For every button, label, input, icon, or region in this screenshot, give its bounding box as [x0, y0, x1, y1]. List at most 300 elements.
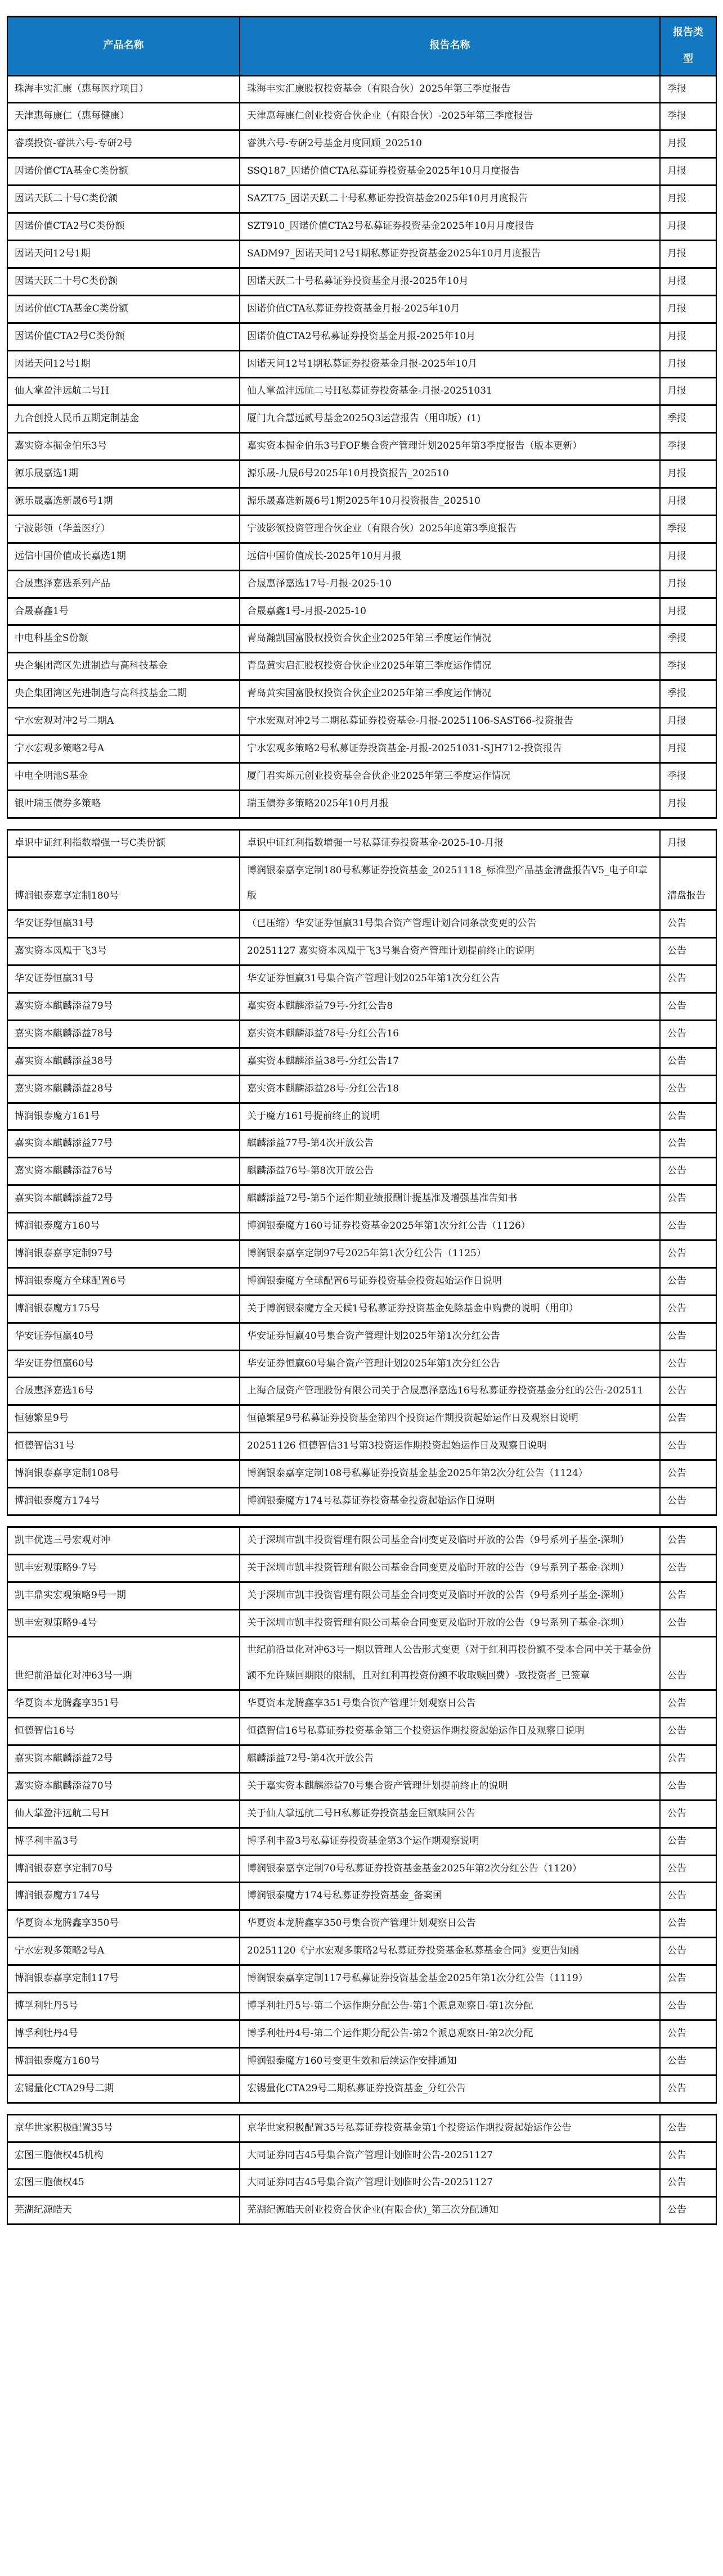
product-name-cell: 合晟惠泽嘉选16号	[7, 1378, 240, 1405]
report-type-cell: 公告	[660, 1883, 716, 1910]
report-type-cell: 季报	[660, 75, 716, 103]
product-name-cell: 因诺天问12号1期	[7, 350, 240, 378]
report-name-cell: 关于深圳市凯丰投资管理有限公司基金合同变更及临时开放的公告（9号系列子基金-深圳）	[240, 1582, 660, 1609]
table-row	[7, 323, 716, 350]
table-row	[7, 938, 716, 966]
report-name-cell: 关于嘉实资本麒麟添益70号集合资产管理计划提前终止的说明	[240, 1772, 660, 1800]
report-name-cell: SZT910_因诺价值CTA2号私募证券投资基金2025年10月月度报告	[240, 213, 660, 241]
product-name-cell: 中电全明池S基金	[7, 763, 240, 790]
report-name-cell: 嘉实资本麒麟添益78号-分红公告16	[240, 1020, 660, 1048]
table-row	[7, 829, 716, 857]
product-name-cell: 凯丰宏观策略9-4号	[7, 1609, 240, 1637]
product-name-cell: 远信中国价值成长嘉选1期	[7, 543, 240, 570]
report-table-section-3	[7, 1526, 717, 2104]
report-name-cell: 华安证券恒赢31号集合资产管理计划2025年第1次分红公告	[240, 966, 660, 993]
table-row	[7, 461, 716, 488]
report-name-cell: 厦门九合慧远贰号基金2025Q3运营报告（用印版）(1)	[240, 405, 660, 433]
report-name-cell: 20251127 嘉实资本凤凰于飞3号集合资产管理计划提前终止的说明	[240, 938, 660, 966]
report-name-cell: 珠海丰实汇康股权投资基金（有限合伙）2025年第三季度报告	[240, 75, 660, 103]
table-row	[7, 1488, 716, 1515]
product-name-cell: 恒德智信16号	[7, 1718, 240, 1745]
report-type-cell: 公告	[660, 2142, 716, 2169]
table-row	[7, 1075, 716, 1103]
report-name-cell: 上海合晟资产管理股份有限公司关于合晟惠泽嘉选16号私募证券投资基金分红的公告-202511	[240, 1378, 660, 1405]
product-name-cell: 嘉实资本麒麟添益76号	[7, 1158, 240, 1185]
report-name-cell: 麒麟添益77号-第4次开放公告	[240, 1130, 660, 1158]
table-body-section-4	[7, 2114, 716, 2225]
report-name-cell: 博润银泰嘉享定制97号2025年第1次分红公告（1125）	[240, 1240, 660, 1268]
report-name-cell: （已压缩）华安证券恒赢31号集合资产管理计划合同条款变更的公告	[240, 910, 660, 938]
report-name-cell: 宏锡量化CTA29号二期私募证券投资基金_分红公告	[240, 2075, 660, 2103]
report-name-cell: 源乐晟-九晟6号2025年10月投资报告_202510	[240, 461, 660, 488]
product-name-cell: 因诺价值CTA基金C类份额	[7, 295, 240, 323]
report-name-cell: SAZT75_因诺天跃二十号私募证券投资基金2025年10月月度报告	[240, 186, 660, 213]
table-row	[7, 1267, 716, 1295]
report-name-cell: 博孚利牡丹5号-第二个运作期分配公告-第1个派息观察日-第1次分配	[240, 1993, 660, 2020]
product-name-cell: 宁水宏观多策略2号A	[7, 735, 240, 763]
table-row	[7, 1609, 716, 1637]
table-row	[7, 1130, 716, 1158]
report-type-cell: 公告	[660, 1637, 716, 1690]
report-type-cell: 公告	[660, 1488, 716, 1515]
report-name-cell: 博孚利牡丹4号-第二个运作期分配公告-第2个派息观察日-第2次分配	[240, 2020, 660, 2047]
report-type-cell: 公告	[660, 1213, 716, 1240]
report-type-cell: 季报	[660, 763, 716, 790]
report-type-cell: 清盘报告	[660, 857, 716, 910]
product-name-cell: 华安证券恒赢31号	[7, 966, 240, 993]
product-name-cell: 源乐晟嘉选新晟6号1期	[7, 488, 240, 515]
report-type-cell: 月报	[660, 158, 716, 186]
report-name-cell: 20251126 恒德智信31号第3投资运作期投资起始运作日及观察日说明	[240, 1433, 660, 1460]
report-type-cell: 公告	[660, 1745, 716, 1773]
table-row	[7, 1828, 716, 1855]
column-header-report: 报告名称	[240, 17, 660, 76]
table-row	[7, 1460, 716, 1488]
report-name-cell: 关于博润银泰魔方全天候1号私募证券投资基金免除基金申购费的说明（用印）	[240, 1295, 660, 1323]
product-name-cell: 华安证券恒赢31号	[7, 910, 240, 938]
report-name-cell: 华夏资本龙腾鑫享351号集合资产管理计划观察日公告	[240, 1690, 660, 1718]
report-name-cell: 因诺价值CTA私募证券投资基金月报-2025年10月	[240, 295, 660, 323]
product-name-cell: 博润银泰魔方174号	[7, 1488, 240, 1515]
report-type-cell: 月报	[660, 268, 716, 295]
table-row	[7, 295, 716, 323]
report-name-cell: 博润银泰嘉享定制108号私募证券投资基金基金2025年第2次分红公告（1124）	[240, 1460, 660, 1488]
table-row	[7, 240, 716, 268]
table-row	[7, 857, 716, 910]
table-row	[7, 2075, 716, 2103]
product-name-cell: 华夏资本龙腾鑫享351号	[7, 1690, 240, 1718]
product-name-cell: 九合创投人民币五期定制基金	[7, 405, 240, 433]
product-name-cell: 京华世家积极配置35号	[7, 2114, 240, 2142]
report-type-cell: 月报	[660, 708, 716, 736]
table-row	[7, 570, 716, 598]
table-row	[7, 350, 716, 378]
report-name-cell: 大同证券同吉45号集合资产管理计划临时公告-20251127	[240, 2142, 660, 2169]
report-name-cell: 博润银泰嘉享定制180号私募证券投资基金_20251118_标准型产品基金清盘报告V5_电子印章版	[240, 857, 660, 910]
report-name-cell: 睿洪六号-专研2号基金月度回顾_202510	[240, 130, 660, 158]
product-name-cell: 凯丰宏观策略9-7号	[7, 1554, 240, 1582]
report-type-cell: 公告	[660, 938, 716, 966]
report-type-cell: 月报	[660, 735, 716, 763]
product-name-cell: 中电科基金S份额	[7, 625, 240, 653]
product-name-cell: 恒德智信31号	[7, 1433, 240, 1460]
table-row	[7, 75, 716, 103]
report-type-cell: 季报	[660, 405, 716, 433]
report-name-cell: 关于魔方161号提前终止的说明	[240, 1103, 660, 1130]
report-type-cell: 季报	[660, 103, 716, 130]
report-name-cell: 世纪前沿量化对冲63号一期以管理人公告形式变更（对于红利再投份额不受本合同中关于基金份额不允许赎回期限的限制，且对红利再投资份额不收取赎回费）-致投资者_已签章	[240, 1637, 660, 1690]
report-name-cell: 宁波影领投资管理合伙企业（有限合伙）2025年度第3季度报告	[240, 515, 660, 543]
report-name-cell: 博润银泰魔方174号私募证券投资基金投资起始运作日说明	[240, 1488, 660, 1515]
table-row	[7, 1938, 716, 1965]
report-type-cell: 公告	[660, 1350, 716, 1378]
product-name-cell: 世纪前沿量化对冲63号一期	[7, 1637, 240, 1690]
table-row	[7, 790, 716, 818]
product-name-cell: 银叶瑞玉债券多策略	[7, 790, 240, 818]
product-name-cell: 嘉实资本麒麟添益28号	[7, 1075, 240, 1103]
report-name-cell: 博润银泰魔方174号私募证券投资基金_备案函	[240, 1883, 660, 1910]
table-row	[7, 763, 716, 790]
report-name-cell: 关于深圳市凯丰投资管理有限公司基金合同变更及临时开放的公告（9号系列子基金-深圳）	[240, 1527, 660, 1554]
report-type-cell: 公告	[660, 1609, 716, 1637]
report-type-cell: 月报	[660, 295, 716, 323]
product-name-cell: 天津惠每康仁（惠每健康）	[7, 103, 240, 130]
product-name-cell: 嘉实资本凤凰于飞3号	[7, 938, 240, 966]
report-name-cell: 因诺天跃二十号私募证券投资基金月报-2025年10月	[240, 268, 660, 295]
report-name-cell: 恒德繁星9号私募证券投资基金第四个投资运作期投资起始运作日及观察日说明	[240, 1405, 660, 1433]
report-type-cell: 公告	[660, 1800, 716, 1828]
report-type-cell: 月报	[660, 240, 716, 268]
report-type-cell: 公告	[660, 1582, 716, 1609]
report-type-cell: 公告	[660, 1075, 716, 1103]
report-type-cell: 公告	[660, 1323, 716, 1350]
product-name-cell: 博润银泰嘉享定制97号	[7, 1240, 240, 1268]
product-name-cell: 央企集团湾区先进制造与高科技基金二期	[7, 680, 240, 708]
table-row	[7, 708, 716, 736]
product-name-cell: 因诺价值CTA2号C类份额	[7, 323, 240, 350]
report-type-cell: 公告	[660, 1554, 716, 1582]
header-row	[7, 17, 716, 76]
table-row	[7, 1378, 716, 1405]
report-name-cell: 华夏资本龙腾鑫享350号集合资产管理计划观察日公告	[240, 1910, 660, 1938]
table-row	[7, 653, 716, 680]
column-header-product: 产品名称	[7, 17, 240, 76]
table-row	[7, 1718, 716, 1745]
report-name-cell: 宁水宏观多策略2号私募证券投资基金-月报-20251031-SJH712-投资报告	[240, 735, 660, 763]
report-type-cell: 公告	[660, 1158, 716, 1185]
report-name-cell: 嘉实资本掘金伯乐3号FOF集合资产管理计划2025年第3季度报告（版本更新）	[240, 433, 660, 461]
product-name-cell: 博润银泰嘉享定制70号	[7, 1855, 240, 1883]
product-name-cell: 恒德繁星9号	[7, 1405, 240, 1433]
product-name-cell: 嘉实资本麒麟添益72号	[7, 1185, 240, 1213]
report-type-cell: 季报	[660, 680, 716, 708]
report-type-cell: 公告	[660, 1405, 716, 1433]
product-name-cell: 博润银泰魔方175号	[7, 1295, 240, 1323]
product-name-cell: 睿璞投资-睿洪六号-专研2号	[7, 130, 240, 158]
table-row	[7, 543, 716, 570]
report-table-section-2	[7, 829, 717, 1516]
product-name-cell: 嘉实资本麒麟添益72号	[7, 1745, 240, 1773]
report-type-cell: 公告	[660, 1433, 716, 1460]
report-name-cell: 嘉实资本麒麟添益79号-分红公告8	[240, 992, 660, 1020]
table-row	[7, 1554, 716, 1582]
table-row	[7, 405, 716, 433]
table-row	[7, 1185, 716, 1213]
product-name-cell: 合晟惠泽嘉选系列产品	[7, 570, 240, 598]
report-type-cell: 公告	[660, 1938, 716, 1965]
table-row	[7, 1433, 716, 1460]
report-name-cell: 仙人掌盈沣远航二号H私募证券投资基金-月报-20251031	[240, 378, 660, 405]
table-row	[7, 515, 716, 543]
report-name-cell: 瑞玉债券多策略2025年10月月报	[240, 790, 660, 818]
report-name-cell: 因诺价值CTA2号私募证券投资基金月报-2025年10月	[240, 323, 660, 350]
product-name-cell: 博孚利牡丹4号	[7, 2020, 240, 2047]
report-type-cell: 公告	[660, 966, 716, 993]
table-header	[7, 17, 716, 76]
table-row	[7, 2114, 716, 2142]
report-type-cell: 公告	[660, 1295, 716, 1323]
report-name-cell: 远信中国价值成长-2025年10月月报	[240, 543, 660, 570]
report-name-cell: 京华世家积极配置35号私募证券投资基金第1个投资运作期投资起始运作公告	[240, 2114, 660, 2142]
table-row	[7, 268, 716, 295]
report-name-cell: 大同证券同吉45号集合资产管理计划临时公告-20251127	[240, 2169, 660, 2197]
product-name-cell: 因诺天跃二十号C类份额	[7, 186, 240, 213]
table-row	[7, 598, 716, 625]
table-row	[7, 2197, 716, 2225]
table-body-section-2	[7, 829, 716, 1515]
table-row	[7, 1103, 716, 1130]
report-type-cell: 公告	[660, 2020, 716, 2047]
report-name-cell: 关于深圳市凯丰投资管理有限公司基金合同变更及临时开放的公告（9号系列子基金-深圳）	[240, 1554, 660, 1582]
product-name-cell: 宁水宏观多策略2号A	[7, 1938, 240, 1965]
report-type-cell: 公告	[660, 1020, 716, 1048]
report-type-cell: 月报	[660, 461, 716, 488]
report-type-cell: 月报	[660, 829, 716, 857]
product-name-cell: 华夏资本龙腾鑫享350号	[7, 1910, 240, 1938]
table-row	[7, 1405, 716, 1433]
report-type-cell: 公告	[660, 1910, 716, 1938]
table-body-section-1	[7, 75, 716, 818]
product-name-cell: 宏图三胞债权45	[7, 2169, 240, 2197]
report-name-cell: 麒麟添益72号-第4次开放公告	[240, 1745, 660, 1773]
report-type-cell: 月报	[660, 790, 716, 818]
product-name-cell: 因诺价值CTA2号C类份额	[7, 213, 240, 241]
report-name-cell: 源乐晟嘉选新晟6号1期2025年10月投资报告_202510	[240, 488, 660, 515]
report-name-cell: 华安证券恒赢40号集合资产管理计划2025年第1次分红公告	[240, 1323, 660, 1350]
product-name-cell: 宁水宏观对冲2号二期A	[7, 708, 240, 736]
report-name-cell: 厦门君实烁元创业投资基金合伙企业2025年第三季度运作情况	[240, 763, 660, 790]
product-name-cell: 央企集团湾区先进制造与高科技基金	[7, 653, 240, 680]
table-row	[7, 1800, 716, 1828]
table-body-section-3	[7, 1527, 716, 2103]
report-name-cell: 宁水宏观对冲2号二期私募证券投资基金-月报-20251106-SAST66-投资报告	[240, 708, 660, 736]
report-name-cell: 麒麟添益76号-第8次开放公告	[240, 1158, 660, 1185]
report-type-cell: 公告	[660, 1828, 716, 1855]
product-name-cell: 嘉实资本掘金伯乐3号	[7, 433, 240, 461]
report-type-cell: 公告	[660, 1690, 716, 1718]
product-name-cell: 博润银泰嘉享定制108号	[7, 1460, 240, 1488]
report-name-cell: 博润银泰魔方160号证券投资基金2025年第1次分红公告（1126）	[240, 1213, 660, 1240]
report-name-cell: 青岛黄实启汇股权投资合伙企业2025年第三季度运作情况	[240, 653, 660, 680]
report-type-cell: 月报	[660, 570, 716, 598]
report-type-cell: 月报	[660, 186, 716, 213]
report-type-cell: 月报	[660, 543, 716, 570]
report-name-cell: 恒德智信16号私募证券投资基金第三个投资运作期投资起始运作日及观察日说明	[240, 1718, 660, 1745]
report-type-cell: 公告	[660, 910, 716, 938]
report-type-cell: 月报	[660, 598, 716, 625]
table-row	[7, 1690, 716, 1718]
product-name-cell: 华安证券恒赢40号	[7, 1323, 240, 1350]
product-name-cell: 因诺天跃二十号C类份额	[7, 268, 240, 295]
table-row	[7, 992, 716, 1020]
report-type-cell: 月报	[660, 130, 716, 158]
table-row	[7, 1240, 716, 1268]
product-name-cell: 博孚利丰盈3号	[7, 1828, 240, 1855]
table-row	[7, 1855, 716, 1883]
table-row	[7, 1213, 716, 1240]
table-row	[7, 1582, 716, 1609]
table-row	[7, 2142, 716, 2169]
report-type-cell: 季报	[660, 433, 716, 461]
report-type-cell: 公告	[660, 1185, 716, 1213]
product-name-cell: 博润银泰魔方全球配置6号	[7, 1267, 240, 1295]
table-row	[7, 1527, 716, 1554]
table-row	[7, 1883, 716, 1910]
table-row	[7, 433, 716, 461]
report-name-cell: 青岛黄实国富股权投资合伙企业2025年第三季度运作情况	[240, 680, 660, 708]
report-type-cell: 公告	[660, 1993, 716, 2020]
product-name-cell: 珠海丰实汇康（惠每医疗项目）	[7, 75, 240, 103]
table-row	[7, 1048, 716, 1075]
report-table-section-4	[7, 2114, 717, 2226]
table-row	[7, 1910, 716, 1938]
report-name-cell: 青岛瀚凯国富股权投资合伙企业2025年第三季度运作情况	[240, 625, 660, 653]
report-name-cell: 关于仙人掌远航二号H私募证券投资基金巨额赎回公告	[240, 1800, 660, 1828]
report-type-cell: 月报	[660, 323, 716, 350]
report-type-cell: 月报	[660, 213, 716, 241]
report-name-cell: 关于深圳市凯丰投资管理有限公司基金合同变更及临时开放的公告（9号系列子基金-深圳）	[240, 1609, 660, 1637]
report-type-cell: 月报	[660, 488, 716, 515]
product-name-cell: 宁波影领（华盖医疗）	[7, 515, 240, 543]
report-type-cell: 公告	[660, 2114, 716, 2142]
table-row	[7, 186, 716, 213]
product-name-cell: 凯丰鼎实宏观策略9号一期	[7, 1582, 240, 1609]
table-row	[7, 966, 716, 993]
report-type-cell: 公告	[660, 1130, 716, 1158]
report-type-cell: 公告	[660, 1048, 716, 1075]
product-name-cell: 芜湖纪源皓天	[7, 2197, 240, 2225]
product-name-cell: 宏图三胞债权45机构	[7, 2142, 240, 2169]
table-row	[7, 213, 716, 241]
table-row	[7, 103, 716, 130]
product-name-cell: 嘉实资本麒麟添益77号	[7, 1130, 240, 1158]
report-name-cell: 天津惠每康仁创业投资合伙企业（有限合伙）-2025年第三季度报告	[240, 103, 660, 130]
product-name-cell: 凯丰优选三号宏观对冲	[7, 1527, 240, 1554]
product-name-cell: 博润银泰魔方160号	[7, 2047, 240, 2075]
report-type-cell: 公告	[660, 2047, 716, 2075]
report-name-cell: 因诺天问12号1期私募证券投资基金月报-2025年10月	[240, 350, 660, 378]
table-row	[7, 1772, 716, 1800]
report-type-cell: 公告	[660, 1772, 716, 1800]
report-name-cell: 卓识中证红利指数增强一号私募证券投资基金-2025-10-月报	[240, 829, 660, 857]
product-name-cell: 仙人掌盈沣远航二号H	[7, 1800, 240, 1828]
product-name-cell: 博润银泰魔方174号	[7, 1883, 240, 1910]
table-row	[7, 1295, 716, 1323]
report-type-cell: 季报	[660, 653, 716, 680]
report-name-cell: SADM97_因诺天问12号1期私募证券投资基金2025年10月月度报告	[240, 240, 660, 268]
table-row	[7, 2047, 716, 2075]
report-name-cell: 20251120《宁水宏观多策略2号私募证券投资基金私募基金合同》变更告知函	[240, 1938, 660, 1965]
report-type-cell: 公告	[660, 992, 716, 1020]
table-row	[7, 378, 716, 405]
report-name-cell: 华安证券恒赢60号集合资产管理计划2025年第1次分红公告	[240, 1350, 660, 1378]
report-type-cell: 月报	[660, 378, 716, 405]
table-row	[7, 1350, 716, 1378]
report-name-cell: SSQ187_因诺价值CTA私募证券投资基金2025年10月月度报告	[240, 158, 660, 186]
table-row	[7, 1020, 716, 1048]
report-type-cell: 公告	[660, 1103, 716, 1130]
table-row	[7, 1745, 716, 1773]
report-name-cell: 芜湖纪源皓天创业投资合伙企业(有限合伙)_第三次分配通知	[240, 2197, 660, 2225]
product-name-cell: 源乐晟嘉选1期	[7, 461, 240, 488]
report-type-cell: 公告	[660, 1718, 716, 1745]
product-name-cell: 华安证券恒赢60号	[7, 1350, 240, 1378]
table-row	[7, 158, 716, 186]
product-name-cell: 因诺天问12号1期	[7, 240, 240, 268]
product-name-cell: 合晟嘉鑫1号	[7, 598, 240, 625]
table-row	[7, 2169, 716, 2197]
table-row	[7, 2020, 716, 2047]
product-name-cell: 宏锡量化CTA29号二期	[7, 2075, 240, 2103]
product-name-cell: 嘉实资本麒麟添益38号	[7, 1048, 240, 1075]
product-name-cell: 仙人掌盈沣远航二号H	[7, 378, 240, 405]
report-name-cell: 合晟惠泽嘉选17号-月报-2025-10	[240, 570, 660, 598]
report-name-cell: 麒麟添益72号-第5个运作期业绩报酬计提基准及增强基准告知书	[240, 1185, 660, 1213]
report-type-cell: 公告	[660, 2075, 716, 2103]
report-type-cell: 季报	[660, 625, 716, 653]
product-name-cell: 博润银泰魔方160号	[7, 1213, 240, 1240]
report-type-cell: 公告	[660, 2169, 716, 2197]
product-name-cell: 因诺价值CTA基金C类份额	[7, 158, 240, 186]
product-name-cell: 博孚利牡丹5号	[7, 1993, 240, 2020]
table-row	[7, 1993, 716, 2020]
report-name-cell: 博润银泰魔方全球配置6号证券投资基金投资起始运作日说明	[240, 1267, 660, 1295]
table-row	[7, 625, 716, 653]
table-row	[7, 1637, 716, 1690]
table-row	[7, 910, 716, 938]
report-type-cell: 月报	[660, 350, 716, 378]
report-name-cell: 博润银泰嘉享定制117号私募证券投资基金基金2025年第1次分红公告（1119）	[240, 1965, 660, 1993]
report-type-cell: 公告	[660, 1460, 716, 1488]
table-row	[7, 1965, 716, 1993]
table-row	[7, 488, 716, 515]
report-type-cell: 公告	[660, 1855, 716, 1883]
report-type-cell: 公告	[660, 1378, 716, 1405]
report-type-cell: 公告	[660, 2197, 716, 2225]
product-name-cell: 博润银泰嘉享定制117号	[7, 1965, 240, 1993]
table-row	[7, 680, 716, 708]
report-name-cell: 嘉实资本麒麟添益38号-分红公告17	[240, 1048, 660, 1075]
product-name-cell: 卓识中证红利指数增强一号C类份额	[7, 829, 240, 857]
report-name-cell: 博润银泰魔方160号变更生效和后续运作安排通知	[240, 2047, 660, 2075]
table-row	[7, 735, 716, 763]
table-row	[7, 130, 716, 158]
report-type-cell: 公告	[660, 1965, 716, 1993]
report-name-cell: 博孚利丰盈3号私募证券投资基金第3个运作期观察说明	[240, 1828, 660, 1855]
report-type-cell: 公告	[660, 1527, 716, 1554]
column-header-type: 报告类型	[660, 17, 716, 76]
product-name-cell: 博润银泰嘉享定制180号	[7, 857, 240, 910]
